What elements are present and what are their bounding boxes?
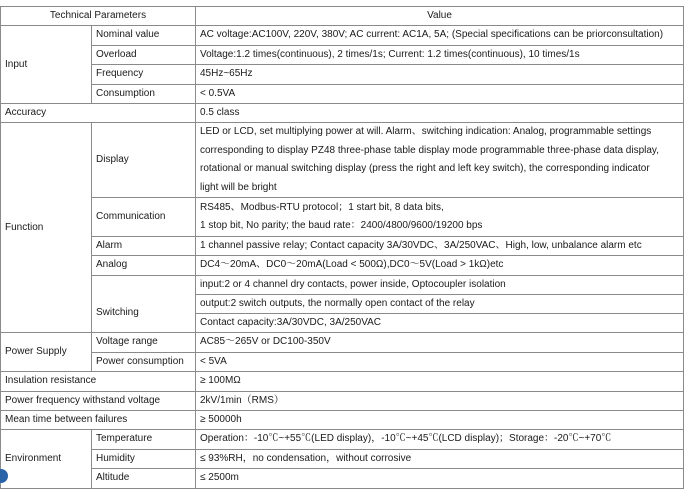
group-label-power-supply: Power Supply [1, 333, 92, 372]
param-label-frequency: Frequency [92, 65, 196, 84]
param-value-switching [196, 295, 684, 333]
table-row [1, 26, 684, 45]
param-label-overload: Overload [92, 45, 196, 64]
param-label-insulation: Insulation resistance [1, 372, 196, 391]
table-row [1, 123, 684, 142]
table-row [1, 275, 684, 294]
param-value-humidity: ≤ 93%RH，no condensation，without corrosive [196, 449, 684, 468]
param-value-overload: Voltage:1.2 times(continuous), 2 times/1s; Current: 1.2 times(continuous), 10 times/1s [196, 45, 684, 64]
param-value-nominal-value: AC voltage:AC100V, 220V, 380V; AC current: AC1A, 5A; (Special specifications can be priorconsultation) [196, 26, 684, 45]
param-value-mtbf: ≥ 50000h [196, 410, 684, 429]
param-value-frequency: 45Hz~65Hz [196, 65, 684, 84]
table-row [1, 104, 684, 123]
table-row [1, 372, 684, 391]
param-value-accuracy: 0.5 class [196, 104, 684, 123]
param-value-withstand: 2kV/1min（RMS） [196, 391, 684, 410]
table-row [1, 449, 684, 468]
param-label-consumption: Consumption [92, 84, 196, 103]
header-row [1, 7, 684, 26]
table-row [1, 84, 684, 103]
table-row [1, 430, 684, 449]
param-label-communication: Communication [92, 198, 196, 237]
param-label-analog: Analog [92, 256, 196, 275]
param-value-communication [196, 198, 684, 237]
header-technical-parameters: Technical Parameters [1, 7, 196, 26]
table-row [1, 256, 684, 275]
switching-label: Switching [96, 307, 139, 319]
communication-line-1: RS485、Modbus-RTU protocol；1 start bit, 8 data bits, [200, 202, 444, 214]
param-label-voltage-range: Voltage range [92, 333, 196, 352]
param-value-analog: DC4～20mA、DC0～20mA(Load < 500Ω),DC0～5V(Load > 1kΩ)etc [196, 256, 684, 275]
table-row [1, 295, 684, 333]
group-label-input: Input [1, 26, 92, 104]
technical-parameters-table [0, 6, 684, 489]
param-label-mtbf: Mean time between failures [1, 410, 196, 429]
param-label-withstand: Power frequency withstand voltage [1, 391, 196, 410]
param-value-insulation: ≥ 100MΩ [196, 372, 684, 391]
switching-output: output:2 switch outputs, the normally open contact of the relay [196, 295, 683, 314]
switching-contact: Contact capacity:3A/30VDC, 3A/250VAC [200, 317, 382, 329]
display-line-1: LED or LCD, set multiplying power at will. Alarm、switching indication: Analog, programmable settings [196, 123, 684, 142]
param-label-altitude: Altitude [92, 469, 196, 488]
table-row [1, 237, 684, 256]
param-value-temperature: Operation：-10℃~+55℃(LED display)，-10℃~+45℃(LCD display)；Storage：-20℃~+70℃ [196, 430, 684, 449]
param-value-altitude: ≤ 2500m [196, 469, 684, 488]
table-row [1, 410, 684, 429]
table-row [1, 352, 684, 371]
param-value-consumption: < 0.5VA [196, 84, 684, 103]
param-label-humidity: Humidity [92, 449, 196, 468]
group-label-environment: Environment [1, 430, 92, 488]
display-line-2: corresponding to display PZ48 three-phase table display mode programmable three-phase data display, [196, 142, 684, 160]
param-value-voltage-range: AC85～265V or DC100-350V [196, 333, 684, 352]
param-value-alarm: 1 channel passive relay; Contact capacity 3A/30VDC、3A/250VAC、High, low, unbalance alarm etc [196, 237, 684, 256]
param-label-accuracy: Accuracy [1, 104, 196, 123]
param-label-switching [92, 295, 196, 333]
param-value-switching-input: input:2 or 4 channel dry contacts, power inside, Optocoupler isolation [196, 275, 684, 294]
param-value-power-consumption: < 5VA [196, 352, 684, 371]
communication-line-2: 1 stop bit, No parity; the baud rate：2400/4800/9600/19200 bps [200, 220, 483, 232]
group-label-function: Function [1, 123, 92, 333]
table-row [1, 198, 684, 237]
table-row [1, 469, 684, 488]
display-line-4: light will be bright [196, 179, 684, 198]
table-row [1, 333, 684, 352]
table-row [1, 45, 684, 64]
param-label-temperature: Temperature [92, 430, 196, 449]
param-label-display: Display [92, 123, 196, 198]
param-label-power-consumption: Power consumption [92, 352, 196, 371]
display-line-3: rotational or manual switching display (press the right and left key switch), the corresponding indicator [196, 160, 684, 178]
switching-spacer [92, 275, 196, 294]
param-label-nominal-value: Nominal value [92, 26, 196, 45]
param-label-alarm: Alarm [92, 237, 196, 256]
header-value: Value [196, 7, 684, 26]
table-row [1, 65, 684, 84]
table-row [1, 391, 684, 410]
